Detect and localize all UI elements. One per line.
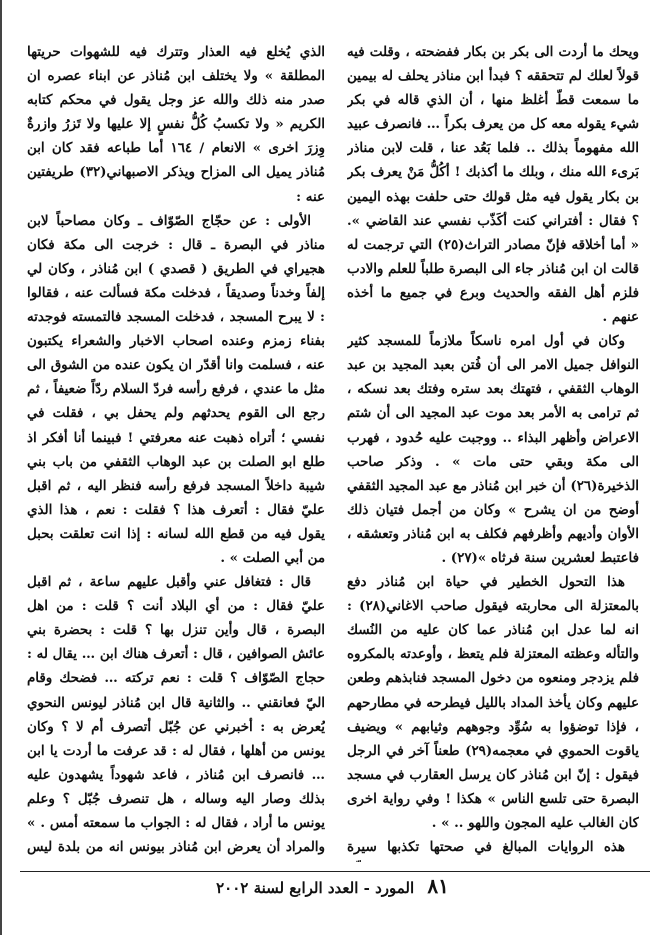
right-text-column [347,40,639,862]
paragraph: الذي يُخلع فيه العذار وتترك فيه للشهوات حريتها المطلقة » ولا يختلف ابن مُناذر عن ابناء عصره ان صدر منه ذلك والله عز وجل يقول في محكم كتابه الكريم « ولا تكسبُ كُلُّ نفسٍ إلا عليها ولا تَزرُ وازرةٌ وِزرَ اخرى » الانعام / ١٦٤ أما طباعه فقد كان ابن مُناذر يميل الى المزاح ويذكر الاصبهاني(٣٢) طريفتين عنه : [27,44,325,205]
footer-divider [20,871,650,872]
paragraph: ويحك ما أردت الى بكر بن بكار ففضحته ، وقلت فيه قولاً لعلك لم تتحققه ؟ فبدأ ابن مناذر يحلف له بيمين ما سمعت قطّ أغلظ منها ، أن الذي قاله في بكر شيء يقوله معه كل من يعرف بكراً … فانصرف عبيد الله مفهوماً بذلك .. فلما بَعُد عنا ، قلت لابن مناذر بَرىء الله منك ، وبلك ما أكذبك ! أكُلُّ مَنْ يعرف بكر بن بكار يقول فيه مثل قولك حتى حلفت بهذه اليمين ؟ فقال : أفتراني كنت أكَذّب نفسي عند القاضي ». « أما أخلاقه فإنّ مصادر التراث(٢٥) التي ترجمت له قالت ان ابن مُناذر جاء الى البصرة طلباً للعلم والادب فلزم أهل الفقه والحديث وبرع في جميع ما أخذه عنهم . [347,44,639,326]
journal-issue: المورد - العدد الرابع لسنة ٢٠٠٢ [216,879,415,897]
page-footer [2,874,661,898]
paragraph: قال : فتغافل عني وأقبل عليهم ساعة ، ثم اقبل عليّ فقال : من أي البلاد أنت ؟ قلت : من اهل البصرة ، قال وأين تنزل بها ؟ قلت : بحضرة بني عائش الصوافين ، قال : أتعرف هناك ابن … يقال له : حجاج الصّوّاف ؟ قلت : نعم تركته … فضحك وقام اليّ فعانقني .. والثانية قال ابن مُناذر ليونس النحوي يُعرض به : أخبرني عن جُبّل أتصرف أم لا ؟ وكان يونس من أهلها ، فقال له : قد عرفت ما أردت يا ابن … فانصرف ابن مُناذر ، فاعد شهوداً يشهدون عليه بذلك وصار اليه وساله ، هل تنصرف جُبّل ؟ وعلم يونس ما أراد ، فقال له : الجواب ما سمعته أمس . » والمراد أن يعرض ابن مُناذر بيونس انه من بلدة ليس [27,574,325,856]
paragraph: هذا التحول الخطير في حياة ابن مُناذر دفع بالمعتزلة الى محاربته فيقول صاحب الاغاني(٢٨) : انه لما عدل ابن مُناذر عما كان عليه من النُسك والتأله وعظته المعتزلة فلم يتعظ ، وأوعدته بالمكروه فلم يزدجر ومنعوه من دخول المسجد فنابذهم وطعن عليهم وكان يأخذ المداد بالليل فيطرحه في مطارحهم ، فإذا توضؤوا به سُوِّد وجوههم وثيابهم » ويضيف ياقوت الحموي في معجمه(٢٩) طعناً آخر في الرجل فيقول : إنّ ابن مُناذر كان يرسل العقارب في مسجد البصرة حتى تلسع الناس » هكذا ! وفي رواية اخرى كان الغالب عليه المجون واللهو .. » . [347,574,639,831]
paragraph: الأولى : عن حجّاج الصّوّاف ـ وكان مصاحباً لابن مناذر في البصرة ـ قال : خرجت الى مكة فكان هجيراي في الطريق ( قصدي ) ابن مُناذر ، وكان لي إلفاً وخدناً وصديقاً ، فدخلت مكة فسألت عنه ، فقالوا : لا يبرح المسجد ، فدخلت المسجد فالتمسته فوجدته بفناء زمزم وعنده اصحاب الاخبار والشعراء يكتبون عنه ، فسلمت وانا أقدّر ان يكون عنده من الشوق الى مثل ما عندي ، فرفع رأسه فردّ السلام ردّاً ضعيفاً ، ثم رجع الى القوم يحدثهم ولم يحفل بي ، فقلت في نفسي ؛ أتراه ذهبت عنه معرفتي ! فبينما أنا أفكر اذ طلع ابو الصلت بن عبد الوهاب الثقفي من باب بني شيبة داخلاً المسجد فرفع رأسه فنظر اليه ، ثم اقبل عليّ فقال : أتعرف هذا ؟ فقلت : نعم ، هذا الذي يقول فيه من قطع الله لسانه : إذا انت تعلقت بحبل من أبي الصلت » . [27,212,325,566]
page-number: ٨١ [427,874,449,898]
left-text-column [27,40,325,862]
paragraph: هذه الروايات المبالغ في صحتها تكذبها سيرة [347,839,625,856]
paragraph: وكان في أول امره ناسكاً ملازماً للمسجد كثير النوافل جميل الامر الى أن فُتن بعبد المجيد بن عبد الوهاب الثقفي ، فتهتك بعد ستره وفتك بعد نسكه ، ثم ترامى به الأمر بعد موت عبد المجيد الى أن شتم الاعراض وأظهر البذاء .. ووجبت عليه حُدود ، فهرب الى مكة وبقي حتى مات » . وذكر صاحب الذخيرة(٢٦) أن خبر ابن مُناذر مع عبد المجيد الثقفي أوضح من ان يشرح » وكان من أجمل فتيان ذلك الأوان وأديهم وأظرفهم فكلف به ابن مُناذر وتعشقه ، فاعتبط لعشرين سنة فرثاه »(٢٧) . [347,333,639,566]
